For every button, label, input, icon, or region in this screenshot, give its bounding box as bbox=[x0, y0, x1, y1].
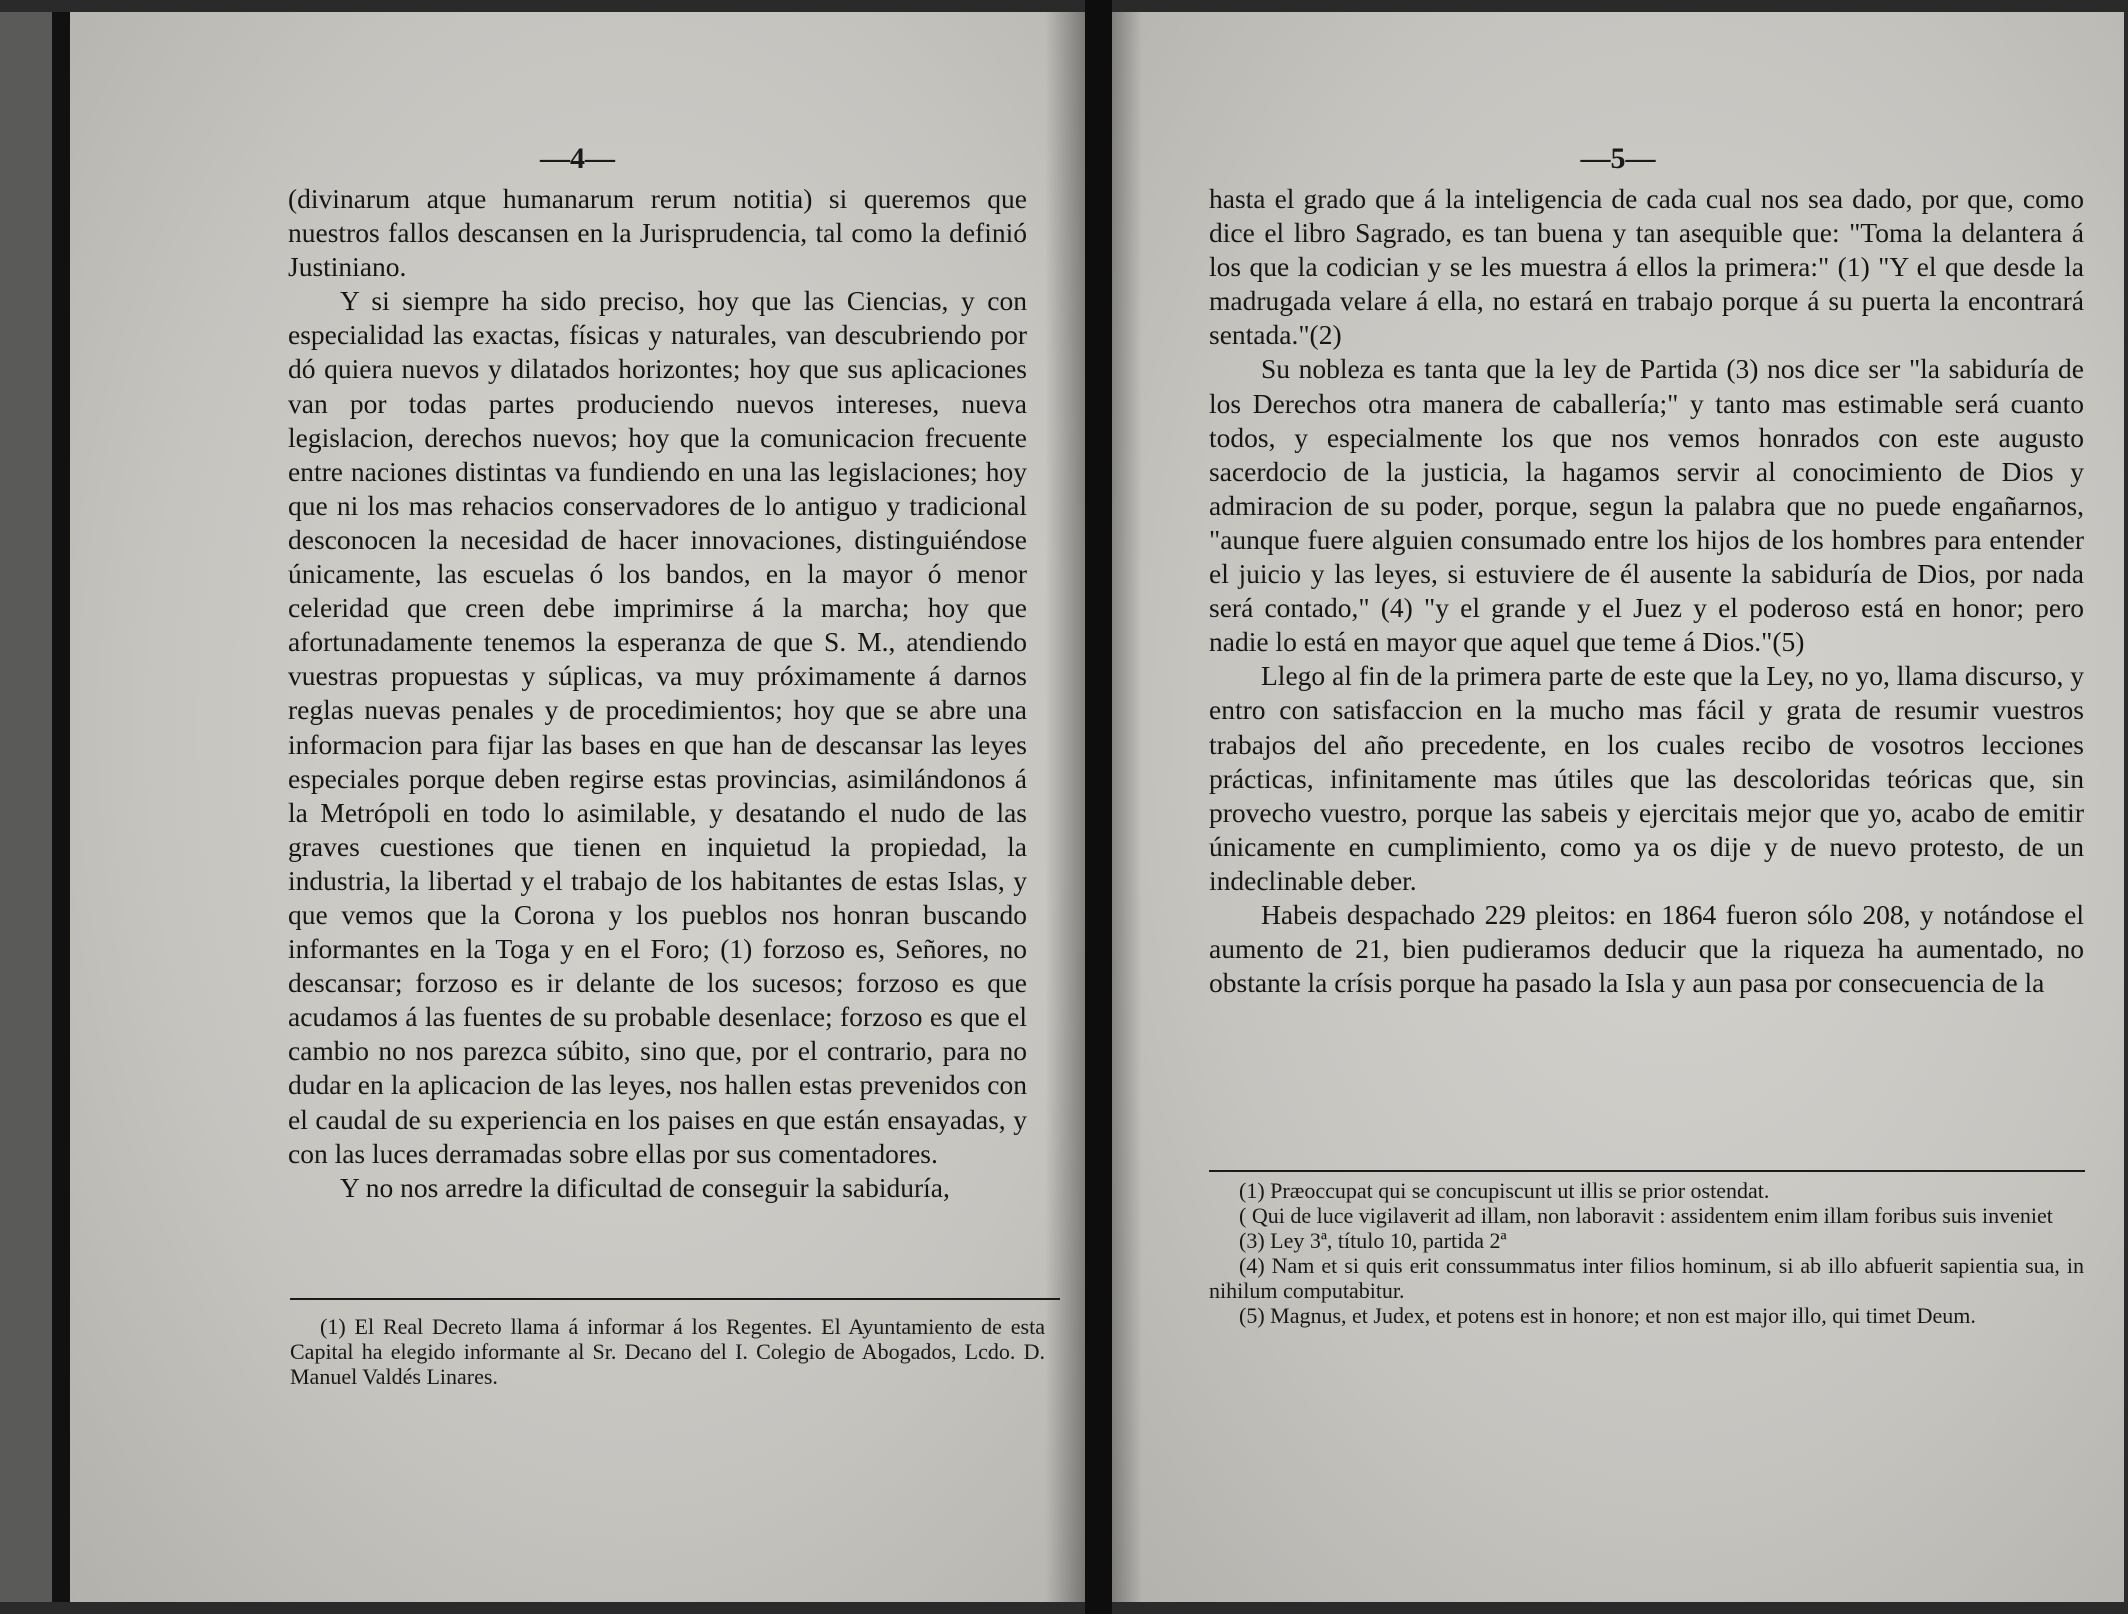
left-page-number: —4— bbox=[540, 142, 615, 175]
right-page-number: —5— bbox=[1580, 142, 1656, 175]
left-footnote-1: (1) El Real Decreto llama á informar á los Regentes. El Ayuntamiento de esta Capital ha elegido informante al Sr. Decano del I. Colegio de Abogados, Lcdo. D. Manuel Valdés Linares. bbox=[290, 1314, 1045, 1389]
book-spine bbox=[1085, 0, 1112, 1614]
right-footnote-2: ( Qui de luce vigilaverit ad illam, non laboravit : assidentem enim illam foribus suis inveniet bbox=[1239, 1203, 2053, 1228]
left-paragraph-3: Y no nos arredre la dificultad de conseguir la sabiduría, bbox=[340, 1171, 950, 1203]
left-paragraph-1: (divinarum atque humanarum rerum notitia) si queremos que nuestros fallos descansen en la Jurisprudencia, tal como la definió Justiniano. bbox=[288, 183, 1027, 283]
right-footnote-3: (3) Ley 3ª, título 10, partida 2ª bbox=[1239, 1228, 1507, 1253]
right-footnote-1: (1) Præoccupat qui se concupiscunt ut illis se prior ostendat. bbox=[1239, 1178, 1770, 1203]
right-paragraph-4: Habeis despachado 229 pleitos: en 1864 fueron sólo 208, y notándose el aumento de 21, bien pudieramos deducir que la riqueza ha aumentado, no obstante la crísis porque ha pasado la Isla y aun pasa por consecuencia de la bbox=[1209, 898, 2084, 999]
left-paragraph-2: Y si siempre ha sido preciso, hoy que las Ciencias, y con especialidad las exactas, físicas y naturales, van descubriendo por dó quiera nuevos y dilatados horizontes; hoy que sus aplicaciones van por todas partes produciendo nuevos intereses, nueva legislacion, derechos nuevos; hoy que la comunicacion frecuente entre naciones distintas va fundiendo en una las legislaciones; hoy que ni los mas rehacios conservadores de lo antiguo y tradicional desconocen la necesidad de hacer innovaciones, distinguiéndose únicamente, las escuelas ó los bandos, en la mayor ó menor celeridad que creen debe imprimirse á la marcha; hoy que afortunadamente tenemos la esperanza de que S. M., atendiendo vuestras propuestas y súplicas, va muy próximamente á darnos reglas nuevas penales y de procedimientos; hoy que se abre una informacion para fijar las bases en que han de descansar las leyes especiales porque deben regirse estas provincias, asimilándonos á la Metrópoli en todo lo asimilable, y desatando el nudo de las graves cuestiones que tienen en inquietud la propiedad, la industria, la libertad y el trabajo de los habitantes de estas Islas, y que vemos que la Corona y los pueblos nos honran buscando informantes en la Toga y en el Foro; (1) forzoso es, Señores, no descansar; forzoso es ir delante de los sucesos; forzoso es que acudamos á las fuentes de su probable desenlace; forzoso es que el cambio no nos parezca súbito, sino que, por el contrario, para no dudar en la aplicacion de las leyes, nos hallen estas prevenidos con el caudal de su experiencia en los paises en que están ensayadas, y con las luces derramadas sobre ellas por sus comentadores. bbox=[288, 285, 1027, 1169]
left-footnotes bbox=[70, 1314, 1085, 1389]
left-page-body bbox=[70, 182, 1085, 1205]
right-paragraph-2: Su nobleza es tanta que la ley de Partida (3) nos dice ser "la sabiduría de los Derechos otra manera de caballería;" y tanto mas estimable será cuanto todos, y especialmente los que nos vemos honrados con este augusto sacerdocio de la justicia, la hagamos servir al conocimiento de Dios y admiracion de su poder, porque, segun la palabra que no puede engañarnos, "aunque fuere alguien consumado entre los hijos de los hombres para entender el juicio y las leyes, si estuviere de él ausente la sabiduría de Dios, por nada será contado," (4) "y el grande y el Juez y el poderoso está en honor; pero nadie lo está en mayor que aquel que teme á Dios."(5) bbox=[1209, 353, 2084, 658]
left-footnote-rule bbox=[290, 1298, 1060, 1300]
right-footnotes bbox=[1112, 1178, 2124, 1328]
right-page bbox=[1112, 12, 2124, 1602]
left-edge-shadow bbox=[52, 12, 70, 1602]
right-footnote-4: (4) Nam et si quis erit conssummatus inter filios hominum, si ab illo abfuerit sapientia sua, in nihilum computabitur. bbox=[1209, 1253, 2084, 1303]
right-footnote-rule bbox=[1209, 1170, 2085, 1172]
right-paragraph-3: Llego al fin de la primera parte de este que la Ley, no yo, llama discurso, y entro con satisfaccion en la mucho mas fácil y grata de resumir vuestros trabajos del año precedente, en los cuales recibo de vosotros lecciones prácticas, infinitamente mas útiles que las descoloridas teóricas que, sin provecho vuestro, porque las sabeis y ejercitais mejor que yo, acabo de emitir únicamente en cumplimiento, como ya os dije y de nuevo protesto, de un indeclinable deber. bbox=[1209, 660, 2084, 896]
right-page-body bbox=[1112, 182, 2124, 1000]
right-footnote-5: (5) Magnus, et Judex, et potens est in honore; et non est major illo, qui timet Deum. bbox=[1239, 1303, 1976, 1328]
right-paragraph-1: hasta el grado que á la inteligencia de cada cual nos sea dado, por que, como dice el libro Sagrado, es tan buena y tan asequible que: "Toma la delantera á los que la codician y se les muestra á ellos la primera:" (1) "Y el que desde la madrugada velare á ella, no estará en trabajo porque á su puerta la encontrará sentada."(2) bbox=[1209, 183, 2084, 351]
left-page bbox=[70, 12, 1085, 1602]
